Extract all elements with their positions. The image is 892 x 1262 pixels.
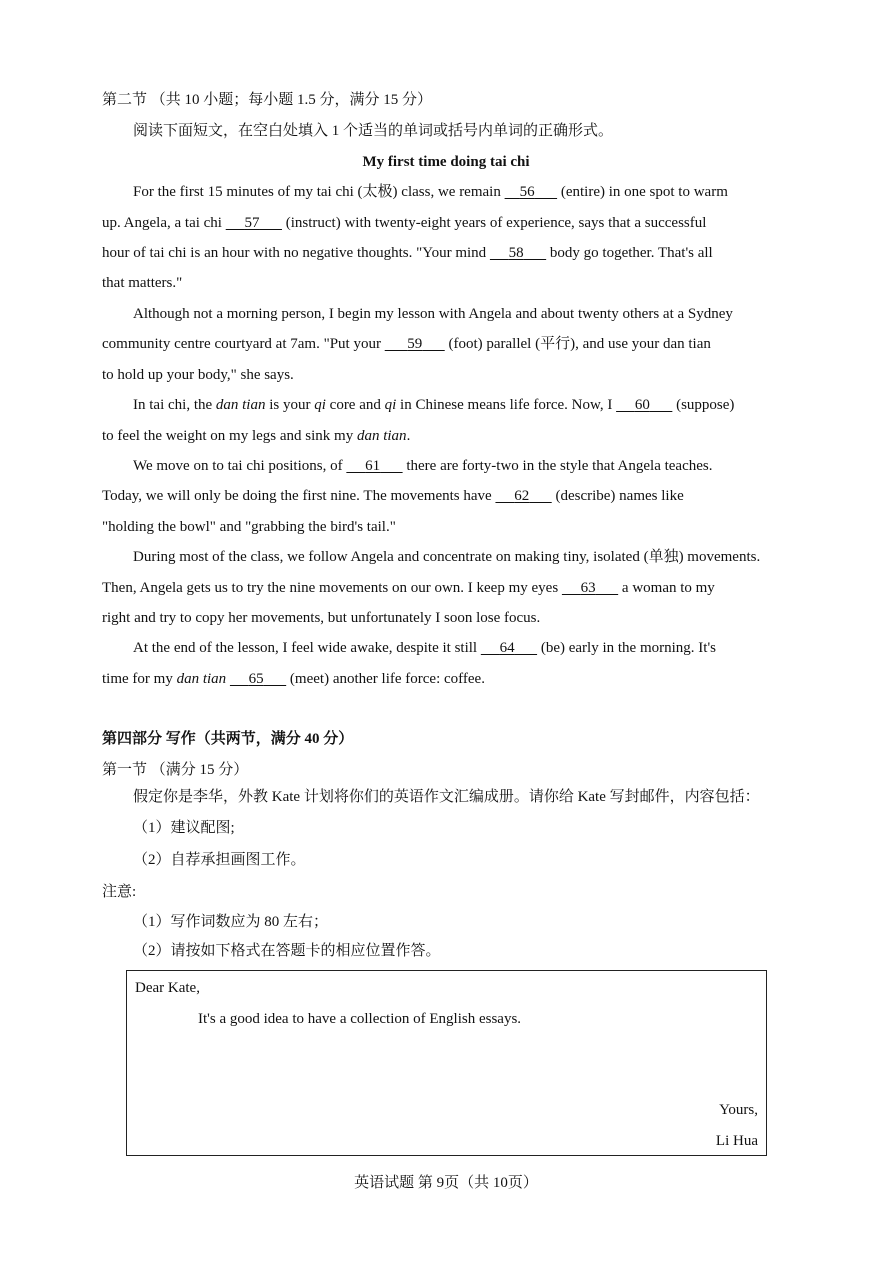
letter-closing: Yours, bbox=[719, 1102, 758, 1118]
section-instruction: 阅读下面短文，在空白处填入 1 个适当的单词或括号内单词的正确形式。 bbox=[133, 123, 614, 139]
passage-line: We move on to tai chi positions, of 61 there are forty-two in the style that Angela teaches. bbox=[133, 458, 713, 474]
note-item: （2）请按如下格式在答题卡的相应位置作答。 bbox=[133, 943, 441, 959]
passage-line: hour of tai chi is an hour with no negative thoughts. "Your mind 58 body go together. That's all bbox=[102, 245, 713, 261]
blank-58[interactable]: 58 bbox=[508, 245, 524, 261]
passage-line: Although not a morning person, I begin my lesson with Angela and about twenty others at a Sydney bbox=[133, 306, 733, 322]
passage-line: Today, we will only be doing the first nine. The movements have 62 (describe) names like bbox=[102, 488, 684, 504]
blank-61[interactable]: 61 bbox=[365, 458, 381, 474]
blank-56[interactable]: 56 bbox=[519, 184, 535, 200]
letter-signature: Li Hua bbox=[715, 1133, 758, 1149]
note-item: （1）写作词数应为 80 左右； bbox=[133, 914, 329, 930]
part4-subsection: 第一节 （满分 15 分） bbox=[102, 762, 249, 778]
letter-opening: It's a good idea to have a collection of English essays. bbox=[198, 1011, 522, 1027]
writing-item: （2）自荐承担画图工作。 bbox=[133, 852, 306, 868]
section-heading: 第二节 （共 10 小题；每小题 1.5 分，满分 15 分） bbox=[102, 92, 433, 108]
passage-line: In tai chi, the dan tian is your qi core and qi in Chinese means life force. Now, I 60 (suppose) bbox=[133, 397, 735, 413]
page-footer: 英语试题 第 9页（共 10页） bbox=[354, 1175, 538, 1191]
blank-57[interactable]: 57 bbox=[244, 215, 260, 231]
part4-heading: 第四部分 写作（共两节，满分 40 分） bbox=[102, 731, 354, 747]
blank-60[interactable]: 60 bbox=[634, 397, 650, 413]
passage-line: right and try to copy her movements, but unfortunately I soon lose focus. bbox=[102, 610, 541, 626]
passage-line: to hold up your body," she says. bbox=[102, 367, 294, 383]
passage-line: time for my dan tian 65 (meet) another life force: coffee. bbox=[102, 671, 485, 687]
writing-item: （1）建议配图; bbox=[133, 820, 235, 836]
passage-line: For the first 15 minutes of my tai chi (太极) class, we remain 56 (entire) in one spot to warm bbox=[133, 184, 728, 200]
letter-answer-box bbox=[126, 970, 767, 1156]
passage-line: that matters." bbox=[102, 275, 183, 291]
letter-greeting: Dear Kate, bbox=[135, 980, 200, 996]
passage-line: to feel the weight on my legs and sink my dan tian. bbox=[102, 428, 411, 444]
passage-line: community centre courtyard at 7am. "Put your 59 (foot) parallel (平行), and use your dan tian bbox=[102, 336, 711, 352]
writing-prompt: 假定你是李华，外教 Kate 计划将你们的英语作文汇编成册。请你给 Kate 写封邮件，内容包括： bbox=[133, 789, 760, 805]
passage-line: up. Angela, a tai chi 57 (instruct) with twenty-eight years of experience, says that a successful bbox=[102, 215, 707, 231]
blank-59[interactable]: 59 bbox=[407, 336, 423, 352]
blank-65[interactable]: 65 bbox=[248, 671, 264, 687]
passage-line: Then, Angela gets us to try the nine movements on our own. I keep my eyes 63 a woman to my bbox=[102, 580, 715, 596]
passage-line: At the end of the lesson, I feel wide awake, despite it still 64 (be) early in the morning. It's bbox=[133, 640, 716, 656]
passage-line: "holding the bowl" and "grabbing the bird's tail." bbox=[102, 519, 396, 535]
passage-line: During most of the class, we follow Angela and concentrate on making tiny, isolated (单独) movements. bbox=[133, 549, 761, 565]
blank-63[interactable]: 63 bbox=[580, 580, 596, 596]
note-label: 注意: bbox=[102, 884, 137, 900]
blank-64[interactable]: 64 bbox=[499, 640, 515, 656]
passage-title: My first time doing tai chi bbox=[362, 154, 530, 170]
blank-62[interactable]: 62 bbox=[514, 488, 530, 504]
